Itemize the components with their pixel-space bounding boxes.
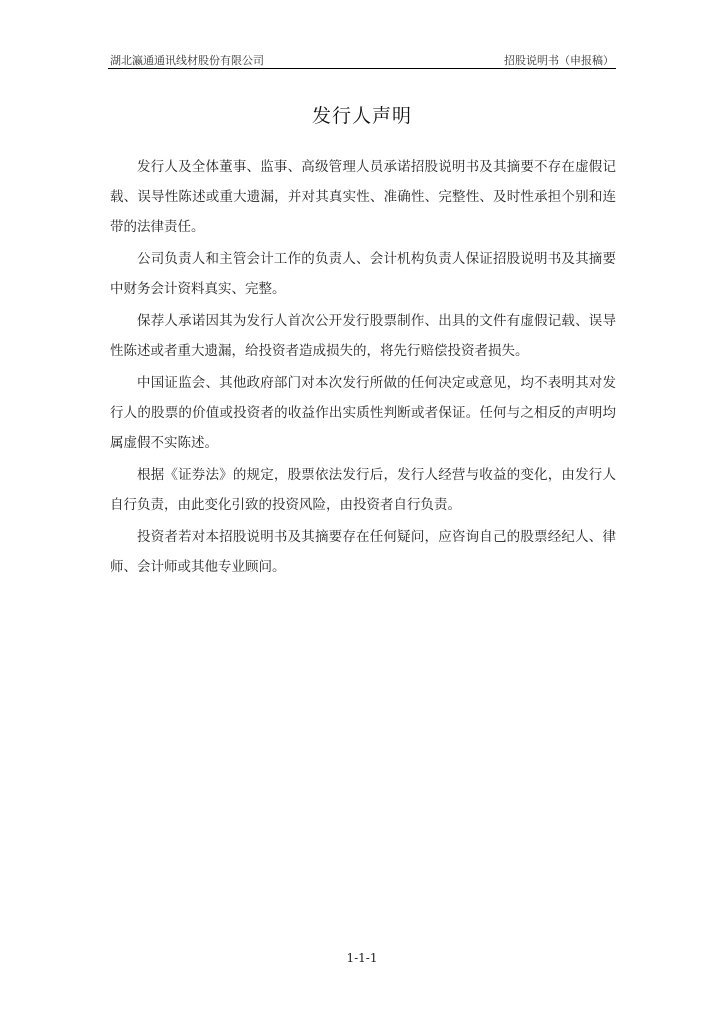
paragraph-2: 公司负责人和主管会计工作的负责人、会计机构负责人保证招股说明书及其摘要中财务会计资料真实、完整。 [110,251,616,297]
document-name: 招股说明书（申报稿） [504,54,614,67]
paragraph-4: 中国证监会、其他政府部门对本次发行所做的任何决定或意见，均不表明其对发行人的股票的价值或投资者的收益作出实质性判断或者保证。任何与之相反的声明均属虚假不实陈述。 [110,375,616,451]
paragraph-3: 保荐人承诺因其为发行人首次公开发行股票制作、出具的文件有虚假记载、误导性陈述或者重大遗漏，给投资者造成损失的，将先行赔偿投资者损失。 [110,313,616,359]
paragraph-5: 根据《证券法》的规定，股票依法发行后，发行人经营与收益的变化，由发行人自行负责，由此变化引致的投资风险，由投资者自行负责。 [110,467,616,513]
paragraph-6: 投资者若对本招股说明书及其摘要存在任何疑问，应咨询自己的股票经纪人、律师、会计师或其他专业顾问。 [110,529,616,575]
page-title: 发行人声明 [311,105,412,127]
declaration-body [110,152,616,584]
paragraph-1: 发行人及全体董事、监事、高级管理人员承诺招股说明书及其摘要不存在虚假记载、误导性陈述或重大遗漏，并对其真实性、准确性、完整性、及时性承担个别和连带的法律责任。 [110,159,616,235]
page-number: 1-1-1 [346,951,378,965]
header-divider [108,68,616,69]
company-name: 湖北瀛通通讯线材股份有限公司 [110,54,264,67]
page-header [108,50,616,68]
